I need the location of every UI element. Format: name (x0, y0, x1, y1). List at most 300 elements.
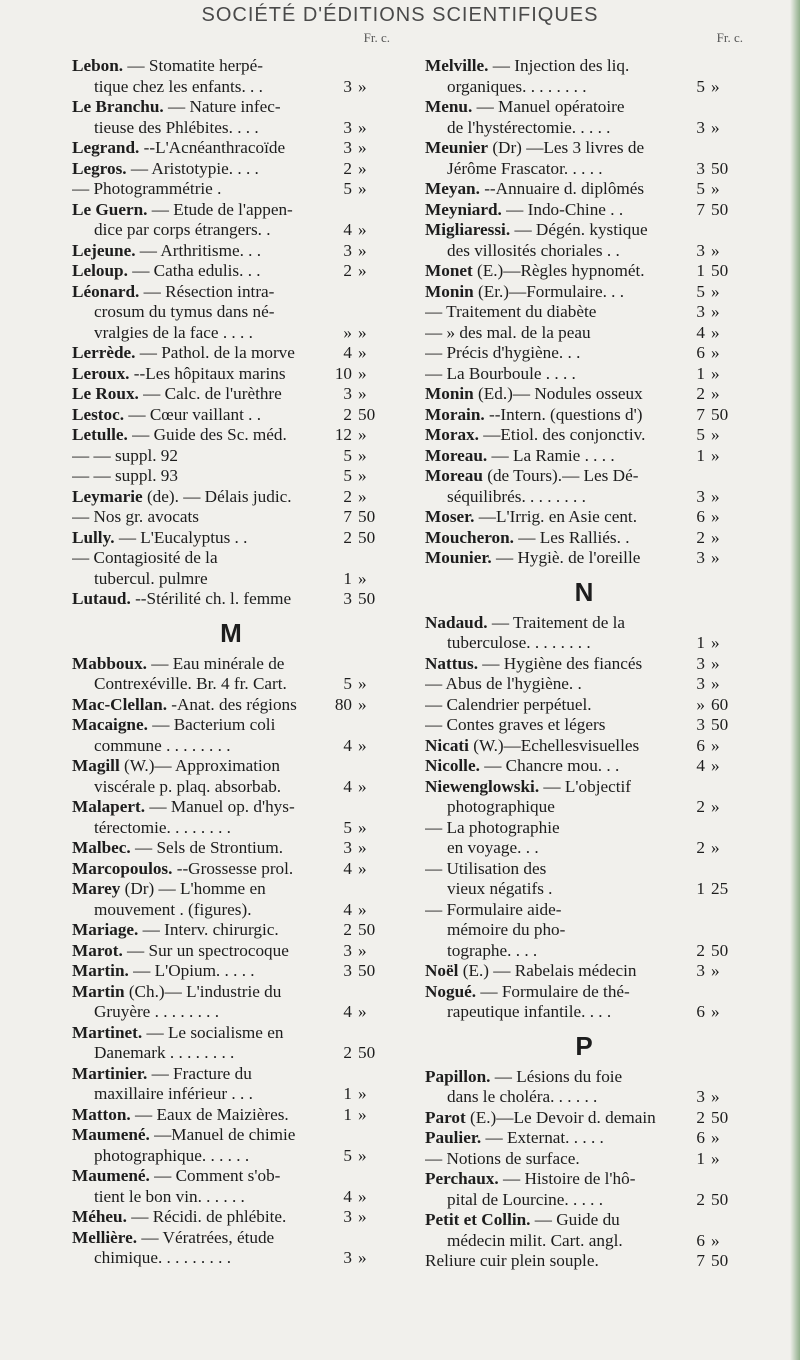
price (330, 777, 390, 798)
catalog-entry (425, 715, 743, 736)
catalog-entry (72, 654, 390, 695)
price (330, 384, 390, 405)
price-francs: 2 (696, 1107, 705, 1127)
author-name: Magill (72, 756, 120, 775)
price-francs: 5 (343, 1145, 352, 1165)
price-centimes: » (711, 117, 720, 137)
price-centimes: 50 (711, 199, 729, 219)
price-centimes: » (358, 425, 367, 444)
price-centimes: » (358, 776, 367, 796)
author-name: Léonard. (72, 281, 140, 301)
price-francs: 6 (696, 343, 705, 362)
price-francs: 1 (343, 1104, 352, 1124)
catalog-entry (72, 1166, 390, 1207)
entry-line: Melville. — Injection des liq. (425, 56, 630, 75)
entry-line: Nicolle. — Chancre mou. . . (425, 756, 620, 775)
catalog-entry (425, 200, 743, 221)
catalog-entry (425, 1067, 743, 1108)
entry-line: Niewenglowski. — L'objectif (425, 776, 631, 796)
price (330, 261, 390, 282)
catalog-entry (72, 548, 390, 589)
catalog-entry (72, 859, 390, 880)
price-francs: 3 (343, 117, 352, 137)
price (683, 736, 743, 757)
price-centimes: » (711, 838, 720, 857)
catalog-entry (72, 528, 390, 549)
entry-line: Papillon. — Lésions du foie (425, 1066, 623, 1086)
price-centimes: » (711, 1087, 720, 1106)
price (683, 179, 743, 200)
entry-line: Leloup. — Catha edulis. . . (72, 261, 261, 280)
catalog-entry (72, 56, 390, 97)
entry-line: organiques. . . . . . . . (447, 76, 587, 96)
price (683, 1128, 743, 1149)
price (330, 528, 390, 549)
entry-line: — » des mal. de la peau (425, 322, 591, 342)
entry-line: vralgies de la face . . . . (94, 322, 253, 342)
entry-line: Morain. --Intern. (questions d') (425, 404, 643, 424)
author-name: Nicati (425, 735, 469, 755)
price-centimes: » (358, 858, 367, 878)
catalog-entry (425, 220, 743, 261)
price-centimes: » (711, 76, 720, 96)
catalog-entry (72, 384, 390, 405)
price (683, 343, 743, 364)
price (330, 138, 390, 159)
author-name: Lutaud. (72, 589, 131, 608)
price-francs: 1 (696, 1148, 705, 1168)
price-francs: 2 (343, 261, 352, 280)
price (330, 1146, 390, 1167)
price-column-heading: Fr. c. (716, 30, 743, 45)
price-centimes: » (711, 527, 720, 547)
catalog-entry (72, 343, 390, 364)
price (330, 364, 390, 385)
author-name: Letulle. (72, 425, 128, 444)
section-letter: P (575, 1030, 593, 1061)
price-centimes: » (358, 343, 367, 362)
price-francs: 5 (696, 281, 705, 301)
catalog-entry (425, 756, 743, 777)
catalog-entry (425, 138, 743, 179)
catalog-entry (425, 261, 743, 282)
price-centimes: 50 (711, 1251, 729, 1270)
author-name: Monet (425, 261, 473, 280)
price-centimes: » (711, 961, 720, 980)
entry-line: mémoire du pho- (447, 920, 566, 939)
entry-line: Lejeune. — Arthritisme. . . (72, 240, 262, 260)
price-francs: 3 (696, 653, 705, 673)
price-francs: 3 (343, 589, 352, 608)
price (330, 961, 390, 982)
price (330, 507, 390, 528)
author-name: Legrand. (72, 138, 140, 157)
catalog-entry (425, 1108, 743, 1129)
entry-line: mouvement . (figures). (94, 899, 252, 919)
price-francs: 4 (696, 756, 705, 775)
price-centimes: 50 (711, 158, 729, 178)
entry-line: Mariage. — Interv. chirurgic. (72, 920, 279, 939)
author-name: Migliaressi. (425, 220, 511, 239)
entry-line: Meyniard. — Indo-Chine . . (425, 199, 624, 219)
entry-line: — Utilisation des (425, 858, 547, 878)
author-name: Meyniard. (425, 199, 502, 219)
entry-line: Meunier (Dr) —Les 3 livres de (425, 138, 645, 157)
price-francs: 2 (343, 1043, 352, 1062)
price-francs: 2 (696, 1189, 705, 1209)
entry-line: Monet (E.)—Règles hypnomét. (425, 261, 645, 280)
catalog-entry (72, 200, 390, 241)
entry-line: Lutaud. --Stérilité ch. l. femme (72, 589, 292, 608)
author-name: Moser. (425, 507, 475, 526)
author-name: Morain. (425, 404, 485, 424)
price-centimes: 25 (711, 879, 729, 898)
price-francs: » (343, 322, 352, 342)
entry-line: photographique (447, 797, 555, 816)
entry-line: Martinier. — Fracture du (72, 1063, 252, 1083)
price-centimes: 50 (358, 527, 376, 547)
catalog-entry (72, 1228, 390, 1269)
author-name: Lejeune. (72, 240, 136, 260)
price-centimes: » (358, 1084, 367, 1103)
entry-line: Morax. —Etiol. des conjonctiv. (425, 425, 646, 444)
price-francs: 2 (343, 486, 352, 506)
price (330, 900, 390, 921)
entry-line: Reliure cuir plein souple. (425, 1251, 599, 1270)
entry-line: Marcopoulos. --Grossesse prol. (72, 858, 294, 878)
price-francs: 3 (696, 674, 705, 693)
price-francs: 5 (343, 817, 352, 837)
author-name: Matton. (72, 1104, 131, 1124)
catalog-entry (425, 982, 743, 1023)
price (683, 548, 743, 569)
price-francs: 3 (696, 240, 705, 260)
entry-line: — La Bourboule . . . . (425, 363, 576, 383)
author-name: Lerrède. (72, 343, 136, 362)
entry-line: commune . . . . . . . . (94, 735, 231, 755)
catalog-entry (425, 961, 743, 982)
price-francs: 2 (343, 158, 352, 178)
catalog-entry (72, 487, 390, 508)
price-centimes: 50 (711, 940, 729, 960)
price (330, 695, 390, 716)
entry-line: dans le choléra. . . . . . (447, 1087, 598, 1106)
price (330, 343, 390, 364)
author-name: Mac-Clellan. (72, 694, 167, 714)
catalog-entry (72, 282, 390, 344)
price-centimes: » (358, 466, 367, 485)
author-name: Méheu. (72, 1207, 127, 1226)
author-name: Meyan. (425, 179, 480, 198)
entry-line: Martinet. — Le socialisme en (72, 1022, 284, 1042)
entry-line: Moreau (de Tours).— Les Dé- (425, 466, 639, 485)
catalog-entry (425, 1210, 743, 1251)
catalog-entry (425, 97, 743, 138)
author-name: Lully. (72, 527, 115, 547)
catalog-entry (72, 405, 390, 426)
author-name: Petit et Collin. (425, 1210, 531, 1229)
entry-line: pital de Lourcine. . . . . (447, 1189, 604, 1209)
entry-line: — Précis d'hygiène. . . (425, 343, 581, 362)
price-centimes: » (711, 240, 720, 260)
price (683, 1108, 743, 1129)
catalog-entry (72, 589, 390, 610)
price-francs: 4 (343, 1002, 352, 1021)
price (330, 1002, 390, 1023)
catalog-entry (72, 364, 390, 385)
price (330, 818, 390, 839)
price (683, 674, 743, 695)
entry-line: Letulle. — Guide des Sc. méd. (72, 425, 287, 444)
price-francs: 6 (696, 1002, 705, 1021)
price-francs: 1 (696, 879, 705, 898)
price-francs: 4 (343, 858, 352, 878)
catalog-entry (72, 179, 390, 200)
entry-line: Paulier. — Externat. . . . . (425, 1128, 604, 1147)
price-centimes: » (711, 735, 720, 755)
entry-line: — Calendrier perpétuel. (425, 694, 592, 714)
price-centimes: » (358, 940, 367, 960)
price (683, 302, 743, 323)
author-name: Lestoc. (72, 404, 125, 424)
price (330, 77, 390, 98)
entry-line: tographe. . . . (447, 940, 538, 960)
price-centimes: » (711, 179, 720, 198)
section-letter: N (574, 576, 594, 607)
catalog-entry (72, 159, 390, 180)
price-centimes: 50 (358, 1043, 376, 1062)
entry-line: photographique. . . . . . (94, 1145, 250, 1165)
price (683, 507, 743, 528)
entry-line: Maumené. —Manuel de chimie (72, 1125, 296, 1144)
price-centimes: 50 (358, 589, 376, 608)
price (330, 405, 390, 426)
price-centimes: » (358, 240, 367, 260)
entry-line: Malbec. — Sels de Strontium. (72, 838, 284, 857)
price-column-heading: Fr. c. (363, 30, 390, 45)
entry-line: Malapert. — Manuel op. d'hys- (72, 797, 295, 816)
price-francs: 5 (696, 425, 705, 444)
catalog-entry (72, 715, 390, 756)
price (683, 528, 743, 549)
price-centimes: » (358, 735, 367, 755)
price-francs: 1 (343, 568, 352, 588)
entry-line: Léonard. — Résection intra- (72, 281, 275, 301)
page-header: SOCIÉTÉ D'ÉDITIONS SCIENTIFIQUES (201, 4, 599, 26)
catalog-entry (72, 756, 390, 797)
price (683, 200, 743, 221)
entry-line: Mellière. — Vératrées, étude (72, 1227, 275, 1247)
price-centimes: » (358, 1207, 367, 1226)
price-francs: 6 (696, 507, 705, 526)
section-letter: M (220, 617, 242, 648)
price (330, 446, 390, 467)
catalog-entry (425, 425, 743, 446)
entry-line: Marot. — Sur un spectrocoque (72, 940, 289, 960)
catalog-entry (425, 179, 743, 200)
price (330, 118, 390, 139)
entry-line: Parot (E.)—Le Devoir d. demain (425, 1107, 656, 1127)
price (683, 118, 743, 139)
entry-line: Jérôme Frascator. . . . . (447, 158, 603, 178)
entry-line: tuberculose. . . . . . . . (447, 633, 591, 652)
price-centimes: » (711, 797, 720, 816)
entry-line: Le Branchu. — Nature infec- (72, 97, 281, 116)
author-name: Mounier. (425, 548, 492, 567)
price-centimes: 50 (358, 404, 376, 424)
catalog-entry (72, 446, 390, 467)
price-centimes: » (358, 220, 367, 239)
price-francs: 3 (696, 158, 705, 178)
price-francs: 1 (696, 633, 705, 652)
price-francs: 6 (696, 1230, 705, 1250)
catalog-entry (72, 425, 390, 446)
catalog-entry (425, 323, 743, 344)
price-francs: 1 (696, 363, 705, 383)
price (330, 466, 390, 487)
catalog-entry (72, 695, 390, 716)
price (683, 384, 743, 405)
author-name: Moreau (425, 466, 483, 485)
price-francs: 2 (696, 838, 705, 857)
price-centimes: » (358, 261, 367, 280)
entry-line: — Photogrammétrie . (72, 179, 222, 198)
price (683, 633, 743, 654)
entry-line: — Traitement du diabète (425, 302, 597, 321)
price-centimes: » (711, 633, 720, 652)
price (683, 405, 743, 426)
price-francs: 6 (696, 1128, 705, 1147)
price (330, 241, 390, 262)
author-name: Le Guern. (72, 199, 148, 219)
price (683, 77, 743, 98)
price-centimes: » (358, 76, 367, 96)
price-francs: 10 (334, 363, 352, 383)
author-name: Menu. (425, 97, 473, 116)
price-francs: 3 (696, 961, 705, 980)
price (683, 695, 743, 716)
price-centimes: 50 (358, 961, 376, 980)
entry-line: Martin. — L'Opium. . . . . (72, 961, 255, 980)
author-name: Nattus. (425, 653, 478, 673)
entry-line: — — suppl. 92 (72, 445, 178, 465)
price-francs: 5 (696, 179, 705, 198)
author-name: Le Roux. (72, 384, 139, 403)
entry-line: Contrexéville. Br. 4 fr. Cart. (94, 674, 287, 693)
entry-line: dice par corps étrangers. . (94, 220, 271, 239)
entry-line: Monin (Ed.)— Nodules osseux (425, 384, 643, 403)
price-francs: 2 (343, 404, 352, 424)
catalog-entry (72, 241, 390, 262)
entry-line: Moser. —L'Irrig. en Asie cent. (425, 507, 637, 526)
price-centimes: 50 (358, 920, 376, 939)
entry-line: médecin milit. Cart. angl. (447, 1230, 623, 1250)
entry-line: tieuse des Phlébites. . . . (94, 117, 259, 137)
price (683, 1231, 743, 1252)
price-francs: 80 (334, 694, 352, 714)
author-name: Malapert. (72, 797, 146, 816)
price-centimes: 50 (711, 1107, 729, 1127)
catalog-entry (425, 818, 743, 859)
price-centimes: » (358, 1145, 367, 1165)
catalog-entry (425, 528, 743, 549)
price (330, 859, 390, 880)
entry-line: Legrand. --L'Acnéanthracoïde (72, 138, 286, 157)
price-centimes: » (358, 694, 367, 714)
price-francs: 3 (343, 76, 352, 96)
price-centimes: 50 (711, 261, 729, 280)
entry-line: — La photographie (425, 817, 560, 837)
author-name: Maumené. (72, 1166, 150, 1185)
author-name: Perchaux. (425, 1169, 499, 1188)
price-francs: 2 (696, 527, 705, 547)
price-francs: 3 (696, 548, 705, 567)
catalog-entry (72, 920, 390, 941)
entry-line: Martin (Ch.)— L'industrie du (72, 981, 282, 1001)
price (330, 589, 390, 610)
entry-line: Lully. — L'Eucalyptus . . (72, 527, 248, 547)
price-centimes: » (711, 756, 720, 775)
entry-line: tient le bon vin. . . . . . (94, 1186, 245, 1206)
author-name: Leloup. (72, 261, 128, 280)
catalog-entry (425, 446, 743, 467)
author-name: Marey (72, 879, 121, 898)
price-francs: 7 (343, 507, 352, 526)
price-francs: 3 (343, 961, 352, 980)
entry-line: — Nos gr. avocats (72, 507, 199, 526)
price (330, 1187, 390, 1208)
price (683, 1190, 743, 1211)
author-name: Mariage. (72, 920, 139, 939)
entry-line: Moucheron. — Les Ralliés. . (425, 527, 630, 547)
price-centimes: » (358, 179, 367, 198)
entry-line: Marey (Dr) — L'homme en (72, 879, 266, 898)
price-centimes: » (711, 302, 720, 321)
catalog-entry (72, 1023, 390, 1064)
entry-line: Lebon. — Stomatite herpé- (72, 56, 263, 75)
price-francs: 5 (343, 674, 352, 693)
catalog-entry (425, 548, 743, 569)
author-name: Moucheron. (425, 527, 514, 547)
catalog-entry (72, 961, 390, 982)
price-francs: 7 (696, 199, 705, 219)
entry-line: de l'hystérectomie. . . . . (447, 117, 611, 137)
price-centimes: » (711, 548, 720, 567)
author-name: Paulier. (425, 1128, 482, 1147)
entry-line: Mounier. — Hygiè. de l'oreille (425, 548, 641, 567)
entry-line: Lestoc. — Cœur vaillant . . (72, 404, 262, 424)
price (683, 425, 743, 446)
entry-line: maxillaire inférieur . . . (94, 1084, 253, 1103)
price (330, 736, 390, 757)
author-name: Malbec. (72, 838, 131, 857)
price-centimes: » (711, 445, 720, 465)
entry-line: crosum du tymus dans né- (94, 302, 275, 321)
entry-line: tique chez les enfants. . . (94, 76, 263, 96)
author-name: Martin (72, 981, 125, 1001)
price (683, 961, 743, 982)
catalog-entry (425, 777, 743, 818)
author-name: Martinier. (72, 1063, 148, 1083)
price-francs: 4 (343, 1186, 352, 1206)
entry-line: — Formulaire aide- (425, 899, 562, 919)
price-francs: 3 (696, 302, 705, 321)
catalog-entry (425, 466, 743, 507)
author-name: Mabboux. (72, 653, 147, 673)
price-francs: 2 (343, 527, 352, 547)
price-francs: 3 (696, 1087, 705, 1106)
catalog-entry (425, 674, 743, 695)
